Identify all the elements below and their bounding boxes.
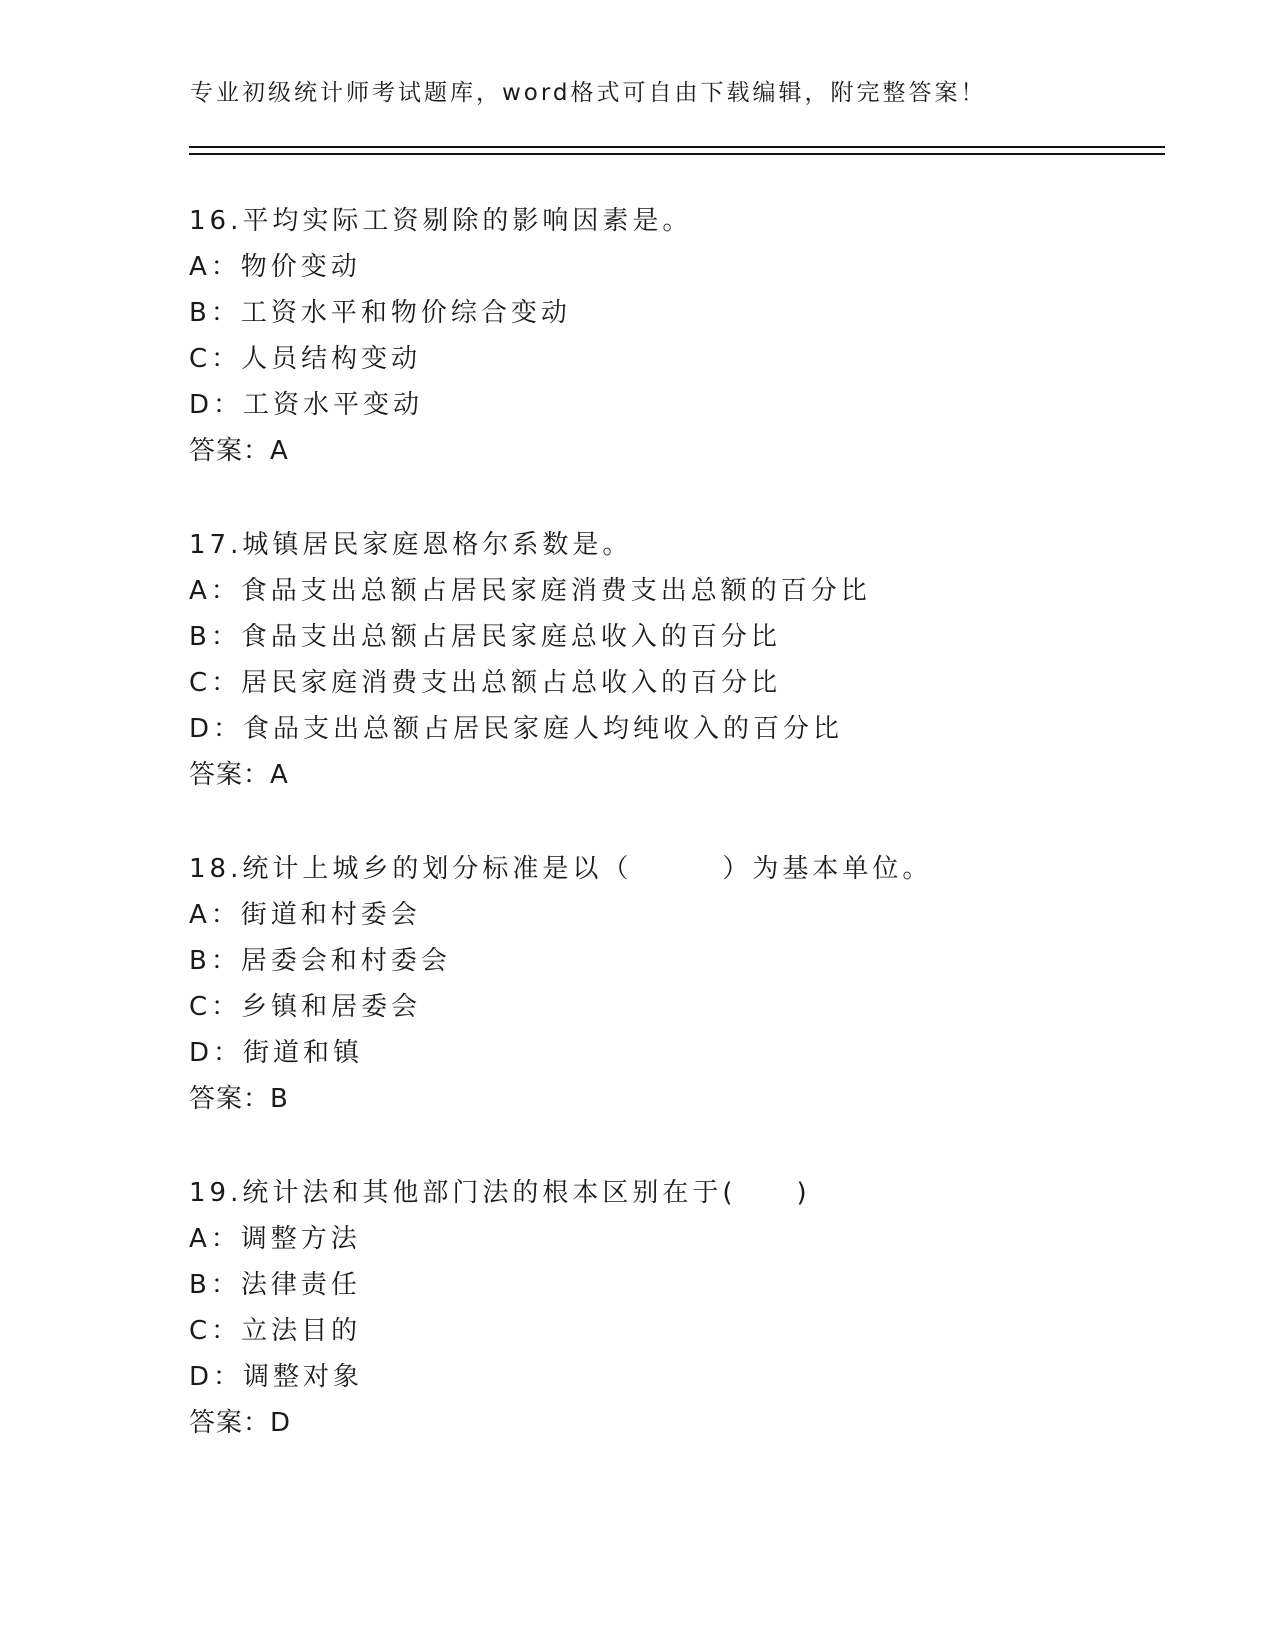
answer-line: 答案：A: [189, 760, 289, 790]
option-c: C：人员结构变动: [189, 344, 422, 374]
document-header: 专业初级统计师考试题库，word格式可自由下载编辑，附完整答案！: [190, 80, 987, 106]
option-b: B：食品支出总额占居民家庭总收入的百分比: [189, 622, 781, 652]
question-16: [189, 198, 1139, 474]
option-c: C：乡镇和居委会: [189, 992, 422, 1022]
option-a: A：食品支出总额占居民家庭消费支出总额的百分比: [189, 576, 871, 606]
option-b: B：法律责任: [189, 1270, 361, 1300]
option-d: D：调整对象: [189, 1362, 364, 1392]
question-18: [189, 846, 1139, 1122]
option-a: A：调整方法: [189, 1224, 361, 1254]
question-stem: 16.平均实际工资剔除的影响因素是。: [189, 206, 693, 236]
answer-line: 答案：A: [189, 436, 289, 466]
option-c: C：居民家庭消费支出总额占总收入的百分比: [189, 668, 782, 698]
question-19: [189, 1170, 1139, 1446]
option-a: A：街道和村委会: [189, 900, 421, 930]
option-d: D：街道和镇: [189, 1038, 364, 1068]
option-b: B：工资水平和物价综合变动: [189, 298, 571, 328]
option-a: A：物价变动: [189, 252, 361, 282]
question-stem: 19.统计法和其他部门法的根本区别在于( ): [189, 1178, 811, 1208]
question-stem: 17.城镇居民家庭恩格尔系数是。: [189, 530, 633, 560]
option-d: D：工资水平变动: [189, 390, 424, 420]
question-17: [189, 522, 1139, 798]
answer-line: 答案：D: [189, 1408, 292, 1438]
option-b: B：居委会和村委会: [189, 946, 451, 976]
option-d: D：食品支出总额占居民家庭人均纯收入的百分比: [189, 714, 844, 744]
option-c: C：立法目的: [189, 1316, 362, 1346]
question-stem: 18.统计上城乡的划分标准是以（ ）为基本单位。: [189, 854, 933, 884]
header-divider: [189, 146, 1165, 155]
answer-line: 答案：B: [189, 1084, 289, 1114]
